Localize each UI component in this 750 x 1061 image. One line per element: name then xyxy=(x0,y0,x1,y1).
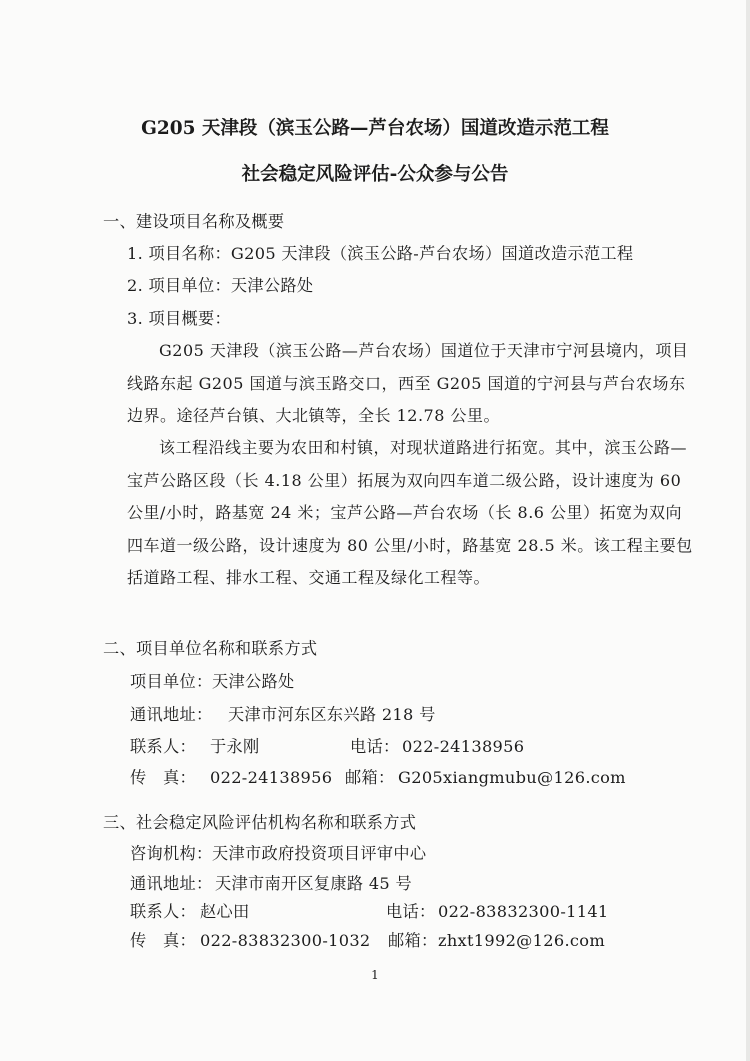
contact-label: 联系人： xyxy=(130,737,196,756)
org-phone-label: 电话： xyxy=(386,902,436,921)
email-value: G205xiangmubu@126.com xyxy=(398,768,626,787)
org-fax-value: 022-83832300-1032 xyxy=(200,931,371,950)
org-value: 天津市政府投资项目评审中心 xyxy=(212,844,427,863)
document-title-line2: 社会稳定风险评估-公众参与公告 xyxy=(241,164,509,185)
section1-item-name: 1. 项目名称：G205 天津段（滨玉公路-芦台农场）国道改造示范工程 xyxy=(127,244,634,263)
section3-heading: 三、社会稳定风险评估机构名称和联系方式 xyxy=(103,813,417,832)
phone-label: 电话： xyxy=(350,737,400,756)
contact-value: 于永刚 xyxy=(210,737,260,756)
email-label: 邮箱： xyxy=(345,768,395,787)
unit-value: 天津公路处 xyxy=(212,672,295,691)
org-address-label: 通讯地址： xyxy=(130,874,213,893)
org-contact-label: 联系人： xyxy=(130,902,196,921)
page-number: 1 xyxy=(371,968,379,982)
org-email-label: 邮箱： xyxy=(388,931,438,950)
address-value: 天津市河东区东兴路 218 号 xyxy=(228,705,436,724)
address-label: 通讯地址： xyxy=(130,705,213,724)
org-fax-label: 传 真： xyxy=(130,931,196,950)
fax-label: 传 真： xyxy=(130,768,196,787)
section1-heading: 一、建设项目名称及概要 xyxy=(103,212,285,231)
fax-value: 022-24138956 xyxy=(210,768,333,787)
section2-heading: 二、项目单位名称和联系方式 xyxy=(103,639,318,658)
document-title-line1: G205 天津段（滨玉公路—芦台农场）国道改造示范工程 xyxy=(141,118,609,139)
org-email-value: zhxt1992@126.com xyxy=(438,931,605,950)
phone-value: 022-24138956 xyxy=(402,737,525,756)
scan-edge xyxy=(746,0,750,1061)
overview-paragraph-1: G205 天津段（滨玉公路—芦台农场）国道位于天津市宁河县境内，项目线路东起 G205 国道与滨玉路交口，西至 G205 国道的宁河县与芦台农场东边界。途径芦台镇、大北镇等，全长 12.78 公里。 xyxy=(127,341,689,425)
section1-item-unit: 2. 项目单位：天津公路处 xyxy=(127,276,314,295)
overview-paragraph-2: 该工程沿线主要为农田和村镇，对现状道路进行拓宽。其中，滨玉公路—宝芦公路区段（长 4.18 公里）拓展为双向四车道二级公路，设计速度为 60 公里/小时，路基宽 24 米；宝芦公路—芦台农场（长 8.6 公里）拓宽为双向四车道一级公路，设计速度为 80 公里/小时，路基宽 28.5 米。该工程主要包括道路工程、排水工程、交通工程及绿化工程等。 xyxy=(127,438,693,587)
org-contact-value: 赵心田 xyxy=(200,902,250,921)
org-phone-value: 022-83832300-1141 xyxy=(438,902,609,921)
org-address-value: 天津市南开区复康路 45 号 xyxy=(215,874,412,893)
section1-item-overview: 3. 项目概要： xyxy=(127,309,231,328)
unit-label: 项目单位： xyxy=(130,672,213,691)
org-label: 咨询机构： xyxy=(130,844,213,863)
